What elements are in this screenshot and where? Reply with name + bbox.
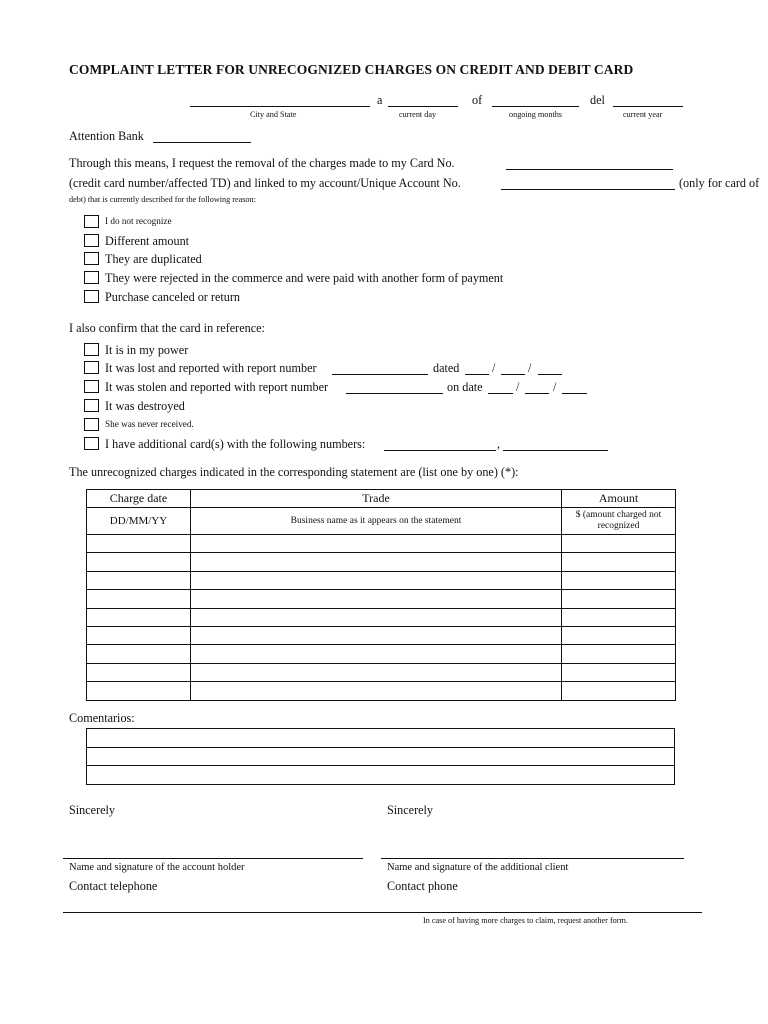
table-row	[87, 535, 676, 553]
table-row	[87, 663, 676, 681]
table-row	[87, 571, 676, 589]
trade-cell[interactable]	[191, 682, 562, 700]
confirm-destroyed-checkbox[interactable]	[84, 399, 99, 412]
comment-line	[87, 729, 675, 748]
reason-duplicated-label: They are duplicated	[105, 252, 202, 266]
account-number-blank[interactable]	[501, 189, 675, 190]
date-connector-of: of	[472, 93, 483, 107]
request-line-3: debt) that is currently described for the following reason:	[69, 195, 256, 204]
subheader-amount-note: $ (amount charged not recognized	[562, 508, 676, 535]
table-row	[87, 682, 676, 700]
lost-date-slash-1: /	[492, 361, 496, 375]
subheader-business-name: Business name as it appears on the statement	[191, 508, 562, 535]
charge-date-cell[interactable]	[87, 645, 191, 663]
document-title: COMPLAINT LETTER FOR UNRECOGNIZED CHARGES ON CREDIT AND DEBIT CARD	[69, 62, 634, 77]
date-connector-a: a	[377, 93, 383, 107]
label-city-state: City and State	[250, 110, 297, 119]
contact-phone-label: Contact phone	[387, 879, 458, 893]
label-current-day: current day	[399, 110, 437, 119]
charge-date-cell[interactable]	[87, 571, 191, 589]
confirm-never-received-label: She was never received.	[105, 419, 194, 429]
request-line-1: Through this means, I request the removal of the charges made to my Card No.	[69, 156, 455, 170]
confirm-lost-dated: dated	[433, 361, 460, 375]
table-row	[87, 608, 676, 626]
footer-note: In case of having more charges to claim, request another form.	[423, 916, 628, 925]
comment-line	[87, 766, 675, 785]
city-state-blank[interactable]	[190, 106, 370, 107]
contact-telephone-label: Contact telephone	[69, 879, 158, 893]
confirm-stolen-checkbox[interactable]	[84, 380, 99, 393]
confirm-lost-label: It was lost and reported with report number	[105, 361, 317, 375]
charge-date-cell[interactable]	[87, 590, 191, 608]
additional-card-2-blank[interactable]	[503, 450, 608, 451]
label-ongoing-months: ongoing months	[509, 110, 562, 119]
additional-cards-comma: ,	[497, 437, 501, 451]
trade-cell[interactable]	[191, 553, 562, 571]
table-row	[87, 553, 676, 571]
holder-signature-label: Name and signature of the account holder	[69, 862, 245, 873]
reason-different-amount-label: Different amount	[105, 234, 190, 248]
sincerely-right: Sincerely	[387, 803, 434, 817]
date-connector-del: del	[590, 93, 605, 107]
trade-cell[interactable]	[191, 663, 562, 681]
stolen-date-slash-1: /	[516, 380, 520, 394]
additional-card-1-blank[interactable]	[384, 450, 496, 451]
stolen-day-blank[interactable]	[488, 393, 513, 394]
additional-client-signature-label: Name and signature of the additional client	[387, 862, 569, 873]
confirm-additional-cards-label: I have additional card(s) with the following numbers:	[105, 437, 366, 451]
table-row	[87, 626, 676, 644]
reason-duplicated-checkbox[interactable]	[84, 252, 99, 265]
trade-cell[interactable]	[191, 535, 562, 553]
reason-canceled-label: Purchase canceled or return	[105, 290, 241, 304]
stolen-report-number-blank[interactable]	[346, 393, 443, 394]
confirm-additional-cards-checkbox[interactable]	[84, 437, 99, 450]
charge-date-cell[interactable]	[87, 608, 191, 626]
footer-divider	[63, 912, 702, 913]
subheader-date-format: DD/MM/YY	[87, 508, 191, 535]
amount-cell[interactable]	[562, 608, 676, 626]
table-row	[87, 590, 676, 608]
request-line-2-suffix: (only for card of	[679, 176, 760, 190]
charge-date-cell[interactable]	[87, 682, 191, 700]
current-day-blank[interactable]	[388, 106, 458, 107]
header-trade: Trade	[191, 490, 562, 508]
comment-line-cell[interactable]	[87, 747, 675, 766]
comments-label: Comentarios:	[69, 711, 135, 725]
charges-table	[86, 489, 676, 701]
trade-cell[interactable]	[191, 608, 562, 626]
amount-cell[interactable]	[562, 663, 676, 681]
label-current-year: current year	[623, 110, 663, 119]
confirm-stolen-label: It was stolen and reported with report number	[105, 380, 329, 394]
header-amount: Amount	[562, 490, 676, 508]
lost-year-blank[interactable]	[538, 374, 562, 375]
charges-table-header-row	[87, 490, 676, 508]
header-charge-date: Charge date	[87, 490, 191, 508]
trade-cell[interactable]	[191, 645, 562, 663]
trade-cell[interactable]	[191, 571, 562, 589]
reason-rejected-checkbox[interactable]	[84, 271, 99, 284]
amount-cell[interactable]	[562, 590, 676, 608]
stolen-date-slash-2: /	[553, 380, 557, 394]
charges-intro: The unrecognized charges indicated in the corresponding statement are (list one by one) (*):	[69, 465, 519, 479]
sincerely-left: Sincerely	[69, 803, 116, 817]
confirm-lost-checkbox[interactable]	[84, 361, 99, 374]
reason-not-recognize-checkbox[interactable]	[84, 215, 99, 228]
reason-not-recognize-label: I do not recognize	[105, 216, 172, 226]
confirm-power-label: It is in my power	[105, 343, 189, 357]
comment-line-cell[interactable]	[87, 729, 675, 748]
confirm-power-checkbox[interactable]	[84, 343, 99, 356]
amount-cell[interactable]	[562, 553, 676, 571]
request-line-2: (credit card number/affected TD) and linked to my account/Unique Account No.	[69, 176, 461, 190]
confirm-destroyed-label: It was destroyed	[105, 399, 185, 413]
lost-day-blank[interactable]	[465, 374, 489, 375]
confirm-stolen-on-date: on date	[447, 380, 483, 394]
amount-cell[interactable]	[562, 682, 676, 700]
confirm-never-received-checkbox[interactable]	[84, 418, 99, 431]
amount-cell[interactable]	[562, 571, 676, 589]
charge-date-cell[interactable]	[87, 663, 191, 681]
trade-cell[interactable]	[191, 590, 562, 608]
reason-rejected-label: They were rejected in the commerce and were paid with another form of payment	[105, 271, 504, 285]
lost-report-number-blank[interactable]	[332, 374, 428, 375]
trade-cell[interactable]	[191, 626, 562, 644]
lost-date-slash-2: /	[528, 361, 532, 375]
charges-table-subheader-row	[87, 508, 676, 535]
comment-line-cell[interactable]	[87, 766, 675, 785]
comment-line	[87, 747, 675, 766]
charge-date-cell[interactable]	[87, 535, 191, 553]
charge-date-cell[interactable]	[87, 553, 191, 571]
bank-name-blank[interactable]	[153, 142, 251, 143]
reason-different-amount-checkbox[interactable]	[84, 234, 99, 247]
table-row	[87, 645, 676, 663]
holder-signature-line[interactable]	[63, 858, 363, 859]
card-number-blank[interactable]	[506, 169, 673, 170]
amount-cell[interactable]	[562, 626, 676, 644]
ongoing-months-blank[interactable]	[492, 106, 579, 107]
current-year-blank[interactable]	[613, 106, 683, 107]
additional-client-signature-line[interactable]	[381, 858, 684, 859]
attention-bank-label: Attention Bank	[69, 129, 144, 143]
reason-canceled-checkbox[interactable]	[84, 290, 99, 303]
charge-date-cell[interactable]	[87, 626, 191, 644]
stolen-year-blank[interactable]	[562, 393, 587, 394]
comments-box	[86, 728, 675, 785]
lost-month-blank[interactable]	[501, 374, 525, 375]
amount-cell[interactable]	[562, 645, 676, 663]
confirm-heading: I also confirm that the card in reference:	[69, 321, 265, 335]
amount-cell[interactable]	[562, 535, 676, 553]
stolen-month-blank[interactable]	[525, 393, 549, 394]
